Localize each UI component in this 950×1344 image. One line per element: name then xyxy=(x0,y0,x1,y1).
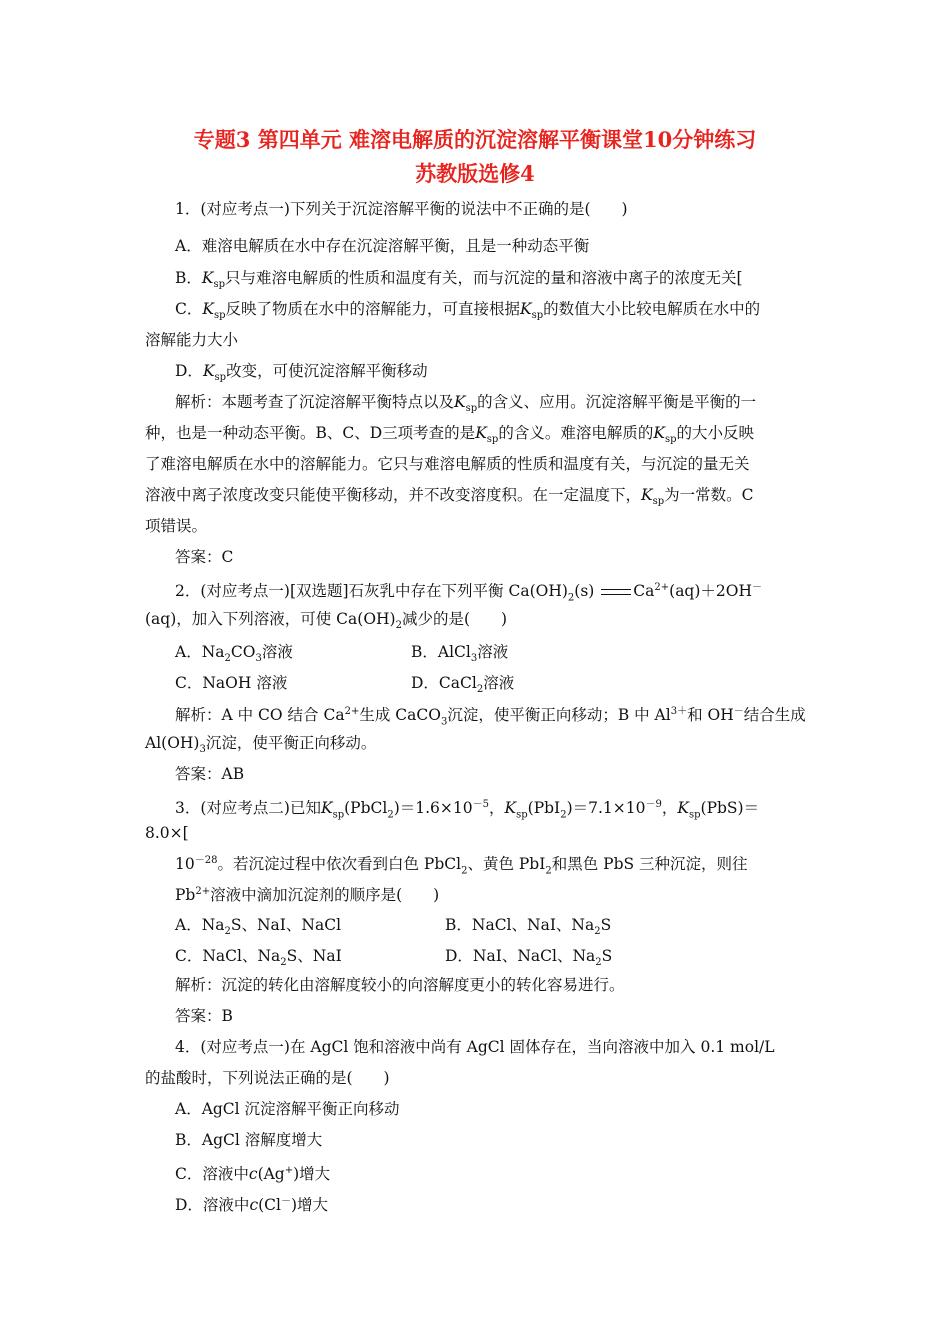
q4-option-a: A．AgCl 沉淀溶解平衡正向移动 xyxy=(175,1100,400,1118)
q1-option-c-line1: C．$K_{sp}$反映了物质在水中的溶解能力，可直接根据$K_{sp}$的数值大小比较电解质在水中的 xyxy=(175,300,761,322)
q3-stem-line1: 3．(对应考点二)已知$K_{sp}(PbCl_2)=1.6\times 10^{-5}$，$K_{sp}(PbI_2)=7.1\times 10^{-9}$，$K_{sp}(PbS)=$ xyxy=(175,799,760,821)
q3-stem-line4: $Pb^{2+}$溶液中滴加沉淀剂的顺序是( ) xyxy=(175,886,440,905)
q4-option-c: C．溶液中c(Ag+)增大 xyxy=(175,1165,331,1184)
q1-option-a: A．难溶电解质在水中存在沉淀溶解平衡，且是一种动态平衡 xyxy=(175,237,590,255)
q2-stem-line2: (aq)，加入下列溶液，可使 $Ca(OH)_2$减少的是( ) xyxy=(145,610,508,632)
q1-stem: 1．(对应考点一)下列关于沉淀溶解平衡的说法中不正确的是( ) xyxy=(175,200,628,218)
q3-answer: 答案：B xyxy=(175,1007,233,1025)
q4-option-b: B．AgCl 溶解度增大 xyxy=(175,1131,323,1149)
q1-option-b: B．$K_{sp}$只与难溶电解质的性质和温度有关，而与沉淀的量和溶液中离子的浓度无关[ xyxy=(175,269,743,291)
document-title-line1: 专题3 第四单元 难溶电解质的沉淀溶解平衡课堂10分钟练习 xyxy=(193,127,757,152)
q4-option-d: D．溶液中c(Cl－)增大 xyxy=(175,1196,329,1215)
q3-option-d: D．NaI、NaCl、$Na_2S$ xyxy=(445,947,613,969)
q2-answer: 答案：AB xyxy=(175,765,245,783)
q1-analysis-line4: 溶液中离子浓度改变只能使平衡移动，并不改变溶度积。在一定温度下，$K_{sp}$为一常数。C xyxy=(145,486,754,508)
q2-option-b: B．AlCl$_3$溶液 xyxy=(411,643,509,665)
q2-analysis-line2: $Al(OH)_3$沉淀，使平衡正向移动。 xyxy=(145,734,377,756)
q4-stem-line1: 4．(对应考点一)在 AgCl 饱和溶液中尚有 AgCl 固体存在，当向溶液中加入 0.1 mol/L xyxy=(175,1038,775,1056)
q1-option-c-line2: 溶解能力大小 xyxy=(145,331,239,349)
q2-stem-line1: 2．(对应考点一)[双选题]石灰乳中存在下列平衡 $Ca(OH)_2(s)$ $Ca^{2+}(aq)+2OH^-$ xyxy=(175,582,762,604)
equilibrium-arrow-icon xyxy=(599,586,633,598)
q1-option-d: D．$K_{sp}$改变，可使沉淀溶解平衡移动 xyxy=(175,362,428,384)
q3-stem-line2: 8.0×[ xyxy=(145,824,189,842)
q1-analysis-line1: 解析：本题考查了沉淀溶解平衡特点以及$K_{sp}$的含义、应用。沉淀溶解平衡是平衡的一 xyxy=(175,393,757,415)
q3-option-c: C．NaCl、$Na_2S$、NaI xyxy=(175,947,342,969)
q2-option-a: A．$Na_2CO_3$溶液 xyxy=(175,643,293,665)
q1-answer: 答案：C xyxy=(175,548,234,566)
q1-analysis-line5: 项错误。 xyxy=(145,517,208,535)
q4-stem-line2: 的盐酸时，下列说法正确的是( ) xyxy=(145,1069,390,1087)
document-title-line2: 苏教版选修4 xyxy=(415,161,535,186)
q2-analysis-line1: 解析：A 中 CO 结合 $Ca^{2+}$生成 CaCO$_3$沉淀，使平衡正向移动；B 中 $Al^{3+}$和 OH－结合生成 xyxy=(175,706,806,728)
q1-analysis-line3: 了难溶电解质在水中的溶解能力。它只与难溶电解质的性质和温度有关，与沉淀的量无关 xyxy=(145,455,750,473)
q3-analysis: 解析：沉淀的转化由溶解度较小的向溶解度更小的转化容易进行。 xyxy=(175,976,625,994)
q2-option-c: C．NaOH 溶液 xyxy=(175,674,288,692)
q3-option-a: A．$Na_2S$、NaI、NaCl xyxy=(175,916,342,938)
q3-option-b: B．NaCl、NaI、$Na_2S$ xyxy=(445,916,612,938)
q2-option-d: D．CaCl$_2$溶液 xyxy=(411,674,515,696)
q3-stem-line3: $10^{-28}$。若沉淀过程中依次看到白色 PbCl$_2$、黄色 PbI$_2$和黑色 PbS 三种沉淀，则往 xyxy=(175,855,748,877)
q1-analysis-line2: 种，也是一种动态平衡。B、C、D三项考查的是$K_{sp}$的含义。难溶电解质的$K_{sp}$的大小反映 xyxy=(145,424,754,446)
